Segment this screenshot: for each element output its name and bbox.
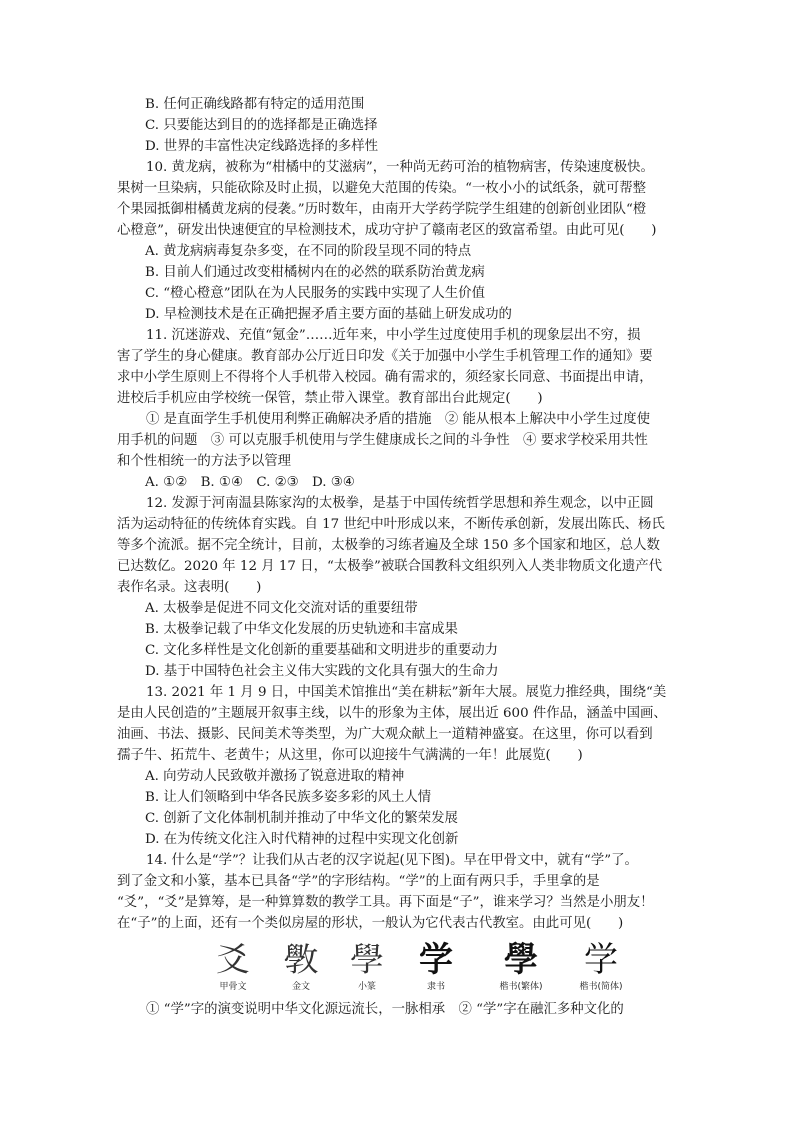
- glyph-caption: 楷书(繁体): [499, 982, 543, 992]
- glyph-oracle-bone: [199, 939, 267, 993]
- option-line: D. 基于中国特色社会主义伟大实践的文化具有强大的生命力: [145, 664, 499, 679]
- statement-line: ① 是直面学生手机使用利弊正确解决矛盾的措施 ② 能从根本上解决中小学生过度使: [146, 412, 650, 427]
- question-text-line: “爻”，“爻”是算筹，是一种算算数的教学工具。再下面是“子”，谁来学习？当然是小朋友！: [117, 895, 654, 910]
- option-line: A. 向劳动人民致敬并激扬了锐意进取的精神: [145, 769, 405, 784]
- option-line: C. “橙心橙意”团队在为人民服务的实践中实现了人生价值: [145, 286, 485, 301]
- glyph-regular-simplified: [567, 939, 635, 993]
- question-text-line: 孺子牛、拓荒牛、老黄牛；从这里，你可以迎接牛气满满的一年！此展览( ): [117, 748, 583, 763]
- exam-page: [117, 94, 679, 1020]
- statement-line: 和个性相统一的方法予以管理: [117, 454, 292, 469]
- xue-character-evolution-figure: [117, 939, 679, 997]
- option-line: D. 早检测技术是在正确把握矛盾主要方面的基础上研发成功的: [145, 307, 512, 322]
- glyph-bronze: [267, 939, 335, 993]
- question-12-stem: 12. 发源于河南温县陈家沟的太极拳，是基于中国传统哲学思想和养生观念，以中正圆: [146, 496, 654, 511]
- question-text-line: 油画、书法、摄影、民间美术等类型，为广大观众献上一道精神盛宴。在这里，你可以看到: [117, 727, 653, 742]
- question-10-stem: 10. 黄龙病，被称为“柑橘中的艾滋病”，一种尚无药可治的植物病害，传染速度极快。: [146, 160, 654, 175]
- question-text-line: 在“子”的上面，还有一个类似房屋的形状，一般认为它代表古代教室。由此可见( ): [117, 916, 624, 931]
- option-line: C. 只要能达到目的的选择都是正确选择: [145, 118, 378, 133]
- glyph-regular-traditional: [487, 939, 555, 993]
- option-line: D. 世界的丰富性决定线路选择的多样性: [145, 139, 379, 154]
- question-text-line: 进校后手机应由学校统一保管，禁止带入课堂。教育部出台此规定( ): [117, 391, 543, 406]
- question-text-line: 果树一旦染病，只能砍除及时止损，以避免大范围的传染。“一枚小小的试纸条，就可帮整: [117, 181, 647, 196]
- glyph-caption: 金文: [291, 982, 310, 992]
- question-11-stem: 11. 沉迷游戏、充值“氪金”……近年来，中小学生过度使用手机的现象层出不穷，损: [146, 328, 641, 343]
- glyph-caption: 小篆: [357, 982, 376, 992]
- option-line: A. ①② B. ①④ C. ②③ D. ③④: [145, 475, 355, 490]
- glyph-char: 學: [350, 941, 384, 979]
- question-text-line: 心橙意”，研发出快速便宜的早检测技术，成功守护了赣南老区的致富希望。由此可见( ): [117, 223, 657, 238]
- option-line: A. 黄龙病病毒复杂多变，在不同的阶段呈现不同的特点: [145, 244, 472, 259]
- question-text-line: 到了金文和小篆，基本已具备“学”的字形结构。“学”的上面有两只手，手里拿的是: [117, 874, 600, 889]
- question-text-line: 等多个流派。据不完全统计，目前，太极拳的习练者遍及全球 150 多个国家和地区，总人数: [117, 538, 660, 553]
- option-line: B. 目前人们通过改变柑橘树内在的必然的联系防治黄龙病: [145, 265, 485, 280]
- question-text-line: 已达数亿。2020 年 12 月 17 日，“太极拳”被联合国教科文组织列入人类非物质文化遗产代: [117, 559, 663, 574]
- glyph-char: 学: [584, 940, 618, 980]
- question-text-line: 害了学生的身心健康。教育部办公厅近日印发《关于加强中小学生手机管理工作的通知》要: [117, 349, 653, 364]
- question-14-stem: 14. 什么是“学”？让我们从古老的汉字说起(见下图)。早在甲骨文中，就有“学”了。: [146, 853, 638, 868]
- glyph-char: 斆: [284, 941, 318, 979]
- question-text-line: 表作名录。这表明( ): [117, 580, 262, 595]
- option-line: B. 让人们领略到中华各民族多姿多彩的风土人情: [145, 790, 432, 805]
- question-text-line: 个果园抵御柑橘黄龙病的侵袭。”历时数年，由南开大学药学院学生组建的创新创业团队“橙: [117, 202, 647, 217]
- question-text-line: 活为运动特征的传统体育实践。自 17 世纪中叶形成以来，不断传承创新，发展出陈氏、杨氏: [117, 517, 665, 532]
- glyph-caption: 楷书(简体): [579, 982, 623, 992]
- option-line: C. 文化多样性是文化创新的重要基础和文明进步的重要动力: [145, 643, 499, 658]
- glyph-caption: 甲骨文: [219, 982, 247, 992]
- option-line: B. 太极拳记载了中华文化发展的历史轨迹和丰富成果: [145, 622, 458, 637]
- glyph-char: 爻: [216, 941, 250, 979]
- statement-line: ① “学”字的演变说明中华文化源远流长，一脉相承 ② “学”字在融汇多种文化的: [146, 1002, 624, 1017]
- glyph-caption: 隶书: [426, 982, 445, 992]
- glyph-small-seal: [333, 939, 401, 993]
- question-text-line: 求中小学生原则上不得将个人手机带入校园。确有需求的，须经家长同意、书面提出申请，: [117, 370, 653, 385]
- statement-line: 用手机的问题 ③ 可以克服手机使用与学生健康成长之间的斗争性 ④ 要求学校采用共性: [117, 433, 648, 448]
- glyph-clerical: [402, 939, 470, 993]
- glyph-char: 學: [504, 940, 538, 980]
- question-text-line: 是由人民创造的”主题展开叙事主线，以牛的形象为主体，展出近 600 件作品，涵盖中国画、: [117, 706, 667, 721]
- option-line: B. 任何正确线路都有特定的适用范围: [145, 97, 365, 112]
- option-line: D. 在为传统文化注入时代精神的过程中实现文化创新: [145, 832, 459, 847]
- option-line: C. 创新了文化体制机制并推动了中华文化的繁荣发展: [145, 811, 458, 826]
- question-13-stem: 13. 2021 年 1 月 9 日，中国美术馆推出“美在耕耘”新年大展。展览力推经典，围绕“美: [146, 685, 667, 700]
- glyph-char: 学: [419, 940, 453, 980]
- option-line: A. 太极拳是促进不同文化交流对话的重要纽带: [145, 601, 418, 616]
